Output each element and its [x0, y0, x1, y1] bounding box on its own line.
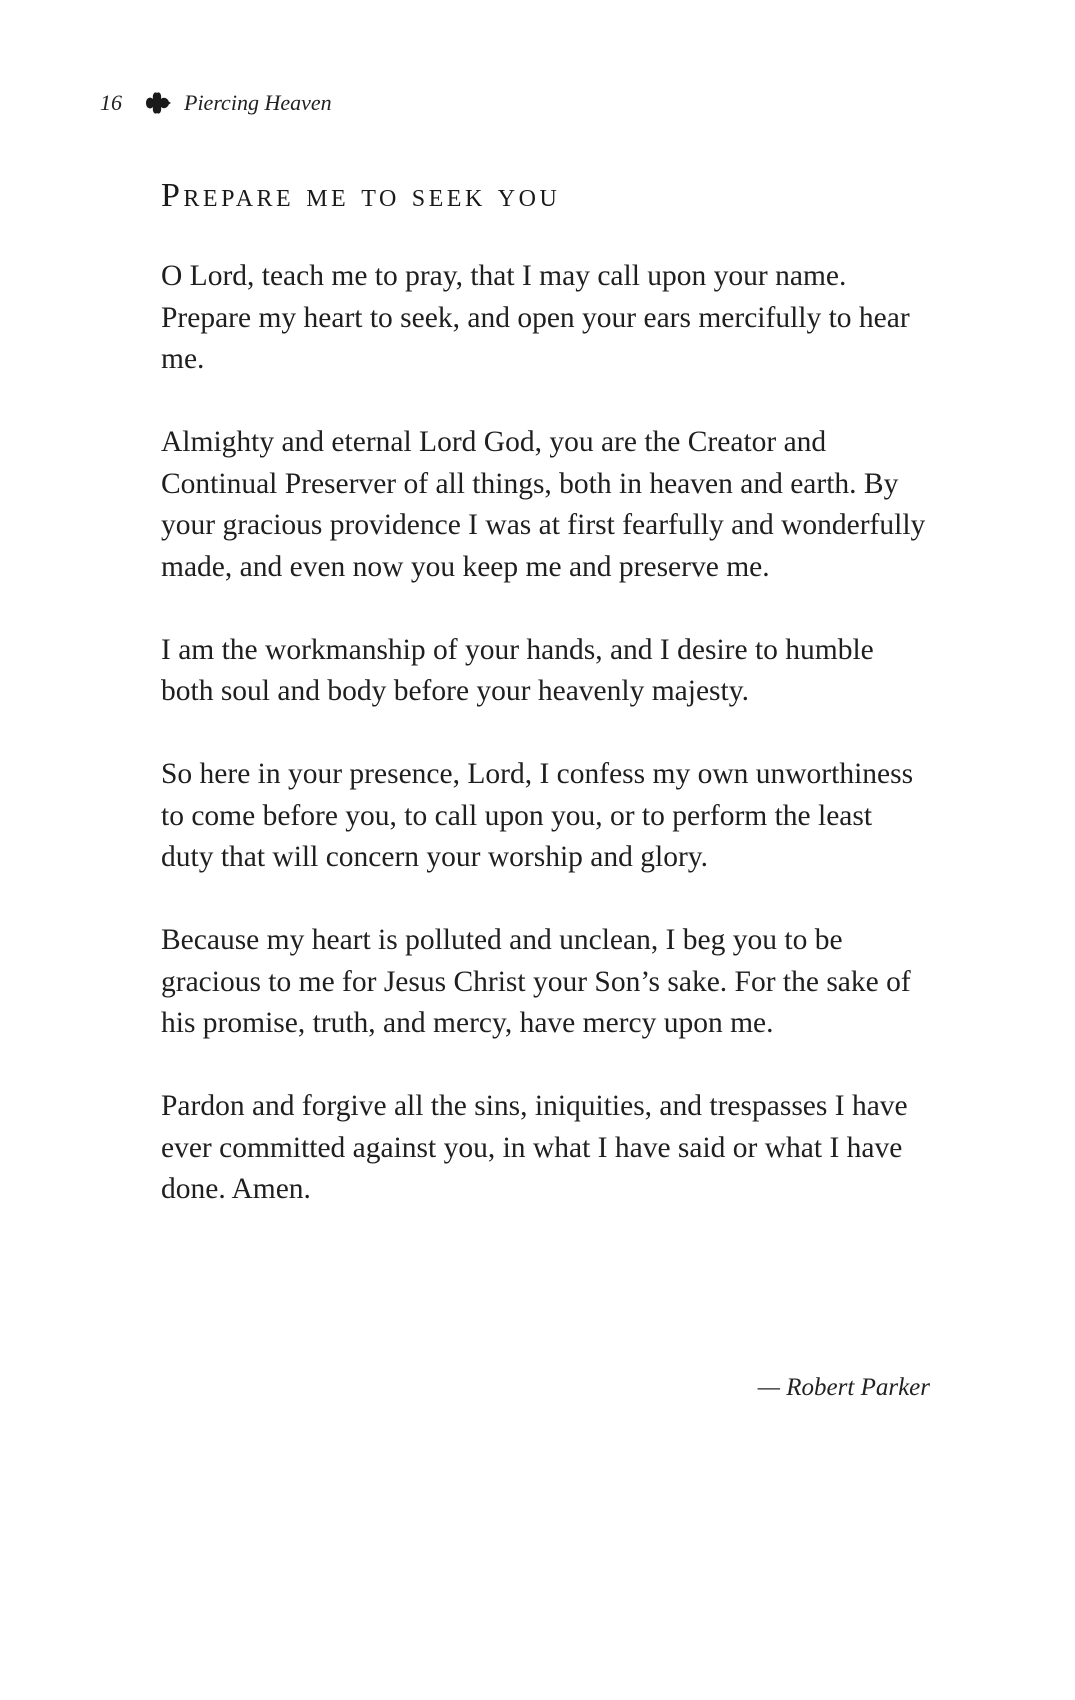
prayer-body	[161, 256, 931, 1252]
prayer-paragraph: Almighty and eternal Lord God, you are the Creator and Continual Preserver of all things, both in heaven and earth. By your gracious providence I was at first fearfully and wonderfully made, and even now you keep me and preserve me.	[161, 426, 926, 583]
page-number: 16	[100, 90, 122, 115]
book-title: Piercing Heaven	[184, 90, 332, 115]
prayer-attribution: — Robert Parker	[757, 1374, 930, 1401]
prayer-paragraph: So here in your presence, Lord, I confess my own unworthiness to come before you, to call upon you, or to perform the least duty that will concern your worship and glory.	[161, 758, 914, 873]
running-head	[100, 88, 332, 118]
prayer-paragraph: Because my heart is polluted and unclean, I beg you to be gracious to me for Jesus Christ your Son’s sake. For the sake of his promise, truth, and mercy, have mercy upon me.	[161, 924, 911, 1039]
fleuron-icon	[142, 88, 172, 118]
prayer-paragraph: I am the workmanship of your hands, and I desire to humble both soul and body before your heavenly majesty.	[161, 633, 874, 707]
prayer-paragraph: O Lord, teach me to pray, that I may call upon your name. Prepare my heart to seek, and open your ears mercifully to hear me.	[161, 260, 910, 375]
prayer-title: Prepare me to seek you	[161, 177, 561, 214]
prayer-paragraph: Pardon and forgive all the sins, iniquities, and trespasses I have ever committed against you, in what I have said or what I have done. Amen.	[161, 1090, 908, 1205]
